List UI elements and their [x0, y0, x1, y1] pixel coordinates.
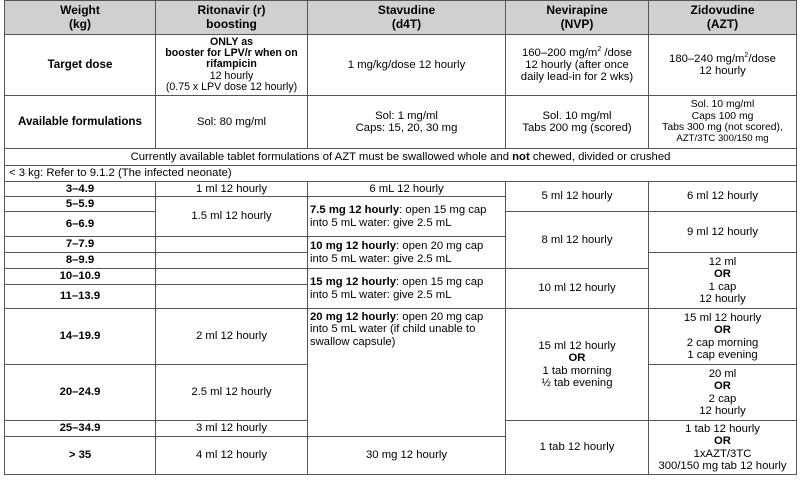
- stavudine-dose: [308, 197, 506, 237]
- zidovudine-formulation-line3: Tabs 300 mg (not scored),: [662, 121, 783, 133]
- nevirapine-dose-line3: 1 tab morning: [542, 364, 612, 377]
- neonate-note: < 3 kg: Refer to 9.1.2 (The infected neonate): [5, 166, 797, 182]
- header-stavudine: [308, 1, 506, 35]
- header-ritonavir: [156, 1, 308, 35]
- nevirapine-formulation: [506, 96, 649, 149]
- azt-swallow-note: [5, 149, 797, 166]
- zidovudine-formulation: [649, 96, 797, 149]
- stavudine-dose-text: : open 15 mg cap into 5 mL water: give 2.5 mL: [310, 204, 487, 229]
- ritonavir-dose: 3 ml 12 hourly: [156, 421, 308, 437]
- zidovudine-dose: [649, 421, 797, 475]
- formulations-label: Available formulations: [5, 96, 156, 149]
- zidovudine-dose-line3: 2 cap: [708, 392, 737, 405]
- zidovudine-dose: [649, 253, 797, 309]
- ritonavir-dose-empty: [156, 269, 308, 285]
- ritonavir-dose: 4 ml 12 hourly: [156, 437, 308, 475]
- nevirapine-dose: 10 ml 12 hourly: [506, 269, 649, 309]
- azt-note-post: chewed, divided or crushed: [529, 150, 671, 163]
- nevirapine-formulation-line2: Tabs 200 mg (scored): [522, 122, 632, 134]
- stavudine-formulation: [308, 96, 506, 149]
- zidovudine-dose-line4: 300/150 mg tab 12 hourly: [658, 459, 787, 472]
- ritonavir-dose-empty: [156, 253, 308, 269]
- nevirapine-target-pre: 160–200 mg/m: [521, 46, 598, 59]
- zidovudine-dose-line3: 1xAZT/3TC: [693, 447, 752, 460]
- zidovudine-formulation-line4: AZT/3TC 300/150 mg: [676, 133, 769, 145]
- zidovudine-dose-line1: 12 ml: [708, 255, 737, 268]
- nevirapine-dose: 8 ml 12 hourly: [506, 212, 649, 269]
- nevirapine-dose: [506, 309, 649, 421]
- stavudine-formulation-line2: Caps: 15, 20, 30 mg: [355, 122, 458, 134]
- nevirapine-target-line3: daily lead-in for 2 wks): [520, 71, 634, 84]
- stavudine-target-dose: 1 mg/kg/dose 12 hourly: [308, 35, 506, 96]
- weight-cell: 25–34.9: [5, 421, 156, 437]
- zidovudine-dose-or: OR: [714, 268, 731, 281]
- stavudine-dose-bold: 15 mg 12 hourly: [310, 276, 397, 289]
- header-zidovudine-line2: (AZT): [706, 16, 739, 31]
- azt-note-bold: not: [512, 150, 530, 163]
- azt-note-row: [5, 149, 797, 166]
- target-dose-label: Target dose: [5, 35, 156, 96]
- weight-cell: 5–5.9: [5, 197, 156, 212]
- zidovudine-target-pre: 180–240 mg/m: [669, 52, 745, 65]
- zidovudine-dose-line4: 12 hourly: [699, 292, 746, 305]
- zidovudine-dose-line1: 15 ml 12 hourly: [683, 311, 762, 324]
- ritonavir-target-bold1: ONLY as: [210, 35, 253, 48]
- target-dose-row: [5, 35, 797, 96]
- weight-cell: 11–13.9: [5, 285, 156, 309]
- zidovudine-target-post: /dose: [748, 52, 776, 65]
- zidovudine-dose-line1: 20 ml: [708, 367, 737, 380]
- stavudine-dose: 6 mL 12 hourly: [308, 182, 506, 197]
- header-nevirapine-line2: (NVP): [560, 16, 594, 31]
- header-nevirapine: [506, 1, 649, 35]
- nevirapine-target-dose: [506, 35, 649, 96]
- stavudine-dose: 30 mg 12 hourly: [308, 437, 506, 475]
- weight-cell: 14–19.9: [5, 309, 156, 365]
- ritonavir-target-bold2: booster for LPV/r when on: [165, 47, 298, 60]
- nevirapine-target-post: /dose: [601, 46, 633, 59]
- stavudine-dose-bold: 20 mg 12 hourly: [310, 311, 397, 323]
- ritonavir-dose: 1.5 ml 12 hourly: [156, 197, 308, 237]
- header-zidovudine-line1: Zidovudine: [690, 3, 755, 17]
- ritonavir-target-dose: [156, 35, 308, 96]
- nevirapine-dose-or: OR: [568, 352, 586, 365]
- nevirapine-dose: 5 ml 12 hourly: [506, 182, 649, 212]
- zidovudine-target-sup: 2: [744, 51, 749, 59]
- ritonavir-dose: 2 ml 12 hourly: [156, 309, 308, 365]
- stavudine-dose-text: : open 20 mg cap into 5 mL water (if child unable to swallow capsule): [310, 311, 484, 348]
- zidovudine-dose-line4: 1 cap evening: [687, 348, 758, 361]
- zidovudine-dose: [649, 309, 797, 365]
- stavudine-dose-text: : open 15 mg cap into 5 mL water: give 2.5 mL: [310, 276, 484, 301]
- header-weight-line2: (kg): [69, 16, 91, 31]
- table-row: [5, 182, 797, 197]
- zidovudine-dose: 6 ml 12 hourly: [649, 182, 797, 212]
- zidovudine-target-dose: [649, 35, 797, 96]
- ritonavir-formulation: Sol: 80 mg/ml: [156, 96, 308, 149]
- stavudine-dose: [308, 269, 506, 309]
- neonate-note-row: [5, 166, 797, 182]
- stavudine-formulation-line1: Sol: 1 mg/ml: [375, 109, 438, 122]
- table-row: [5, 309, 797, 365]
- formulations-row: [5, 96, 797, 149]
- zidovudine-dose-line3: 2 cap morning: [686, 336, 759, 349]
- nevirapine-target-sup: 2: [597, 45, 602, 53]
- stavudine-dose-text: : open 20 mg cap into 5 mL water: give 2.5 mL: [310, 240, 484, 265]
- nevirapine-formulation-line1: Sol. 10 mg/ml: [542, 109, 612, 122]
- stavudine-dose: [308, 237, 506, 269]
- azt-note-pre: Currently available tablet formulations of AZT must be swallowed whole and: [130, 150, 513, 163]
- weight-cell: > 35: [5, 437, 156, 475]
- weight-cell: 6–6.9: [5, 212, 156, 237]
- zidovudine-formulation-line1: Sol. 10 mg/ml: [690, 99, 755, 111]
- header-ritonavir-line1: Ritonavir (r): [197, 3, 266, 17]
- weight-cell: 7–7.9: [5, 237, 156, 253]
- zidovudine-formulation-line2: Caps 100 mg: [691, 110, 754, 122]
- ritonavir-target-bold3: rifampicin: [206, 58, 257, 71]
- zidovudine-dose: [649, 365, 797, 421]
- weight-cell: 10–10.9: [5, 269, 156, 285]
- header-zidovudine: [649, 1, 797, 35]
- zidovudine-dose-or: OR: [714, 324, 731, 337]
- weight-cell: 20–24.9: [5, 365, 156, 421]
- header-row: [5, 1, 797, 35]
- ritonavir-dose: 1 ml 12 hourly: [156, 182, 308, 197]
- ritonavir-dose: 2.5 ml 12 hourly: [156, 365, 308, 421]
- zidovudine-dose-line1: 1 tab 12 hourly: [685, 422, 760, 435]
- zidovudine-target-line2: 12 hourly: [699, 65, 746, 77]
- header-weight: [5, 1, 156, 35]
- nevirapine-dose-line1: 15 ml 12 hourly: [538, 339, 616, 352]
- ritonavir-dose-empty: [156, 285, 308, 309]
- ritonavir-target-line4: 12 hourly: [209, 69, 254, 82]
- header-stavudine-line1: Stavudine: [377, 3, 436, 17]
- nevirapine-dose-line4: ½ tab evening: [541, 376, 613, 389]
- header-stavudine-line2: (d4T): [391, 16, 422, 31]
- stavudine-dose-bold: 7.5 mg 12 hourly: [310, 204, 400, 217]
- header-nevirapine-line1: Nevirapine: [546, 3, 608, 17]
- stavudine-dose-bold: 10 mg 12 hourly: [310, 240, 397, 253]
- header-weight-line1: Weight: [60, 3, 100, 17]
- zidovudine-dose-or: OR: [714, 380, 731, 393]
- arv-dosing-table: [4, 0, 797, 475]
- zidovudine-dose-or: OR: [714, 435, 731, 448]
- stavudine-dose: [308, 309, 506, 437]
- weight-cell: 8–9.9: [5, 253, 156, 269]
- header-ritonavir-line2: boosting: [206, 16, 257, 31]
- ritonavir-target-line5: (0.75 x LPV dose 12 hourly): [165, 80, 298, 93]
- zidovudine-dose: 9 ml 12 hourly: [649, 212, 797, 253]
- nevirapine-target-line2: 12 hourly (after once: [525, 58, 629, 71]
- zidovudine-dose-line4: 12 hourly: [699, 404, 746, 417]
- zidovudine-dose-line3: 1 cap: [708, 280, 737, 293]
- weight-cell: 3–4.9: [5, 182, 156, 197]
- ritonavir-dose-empty: [156, 237, 308, 253]
- nevirapine-dose: 1 tab 12 hourly: [506, 421, 649, 475]
